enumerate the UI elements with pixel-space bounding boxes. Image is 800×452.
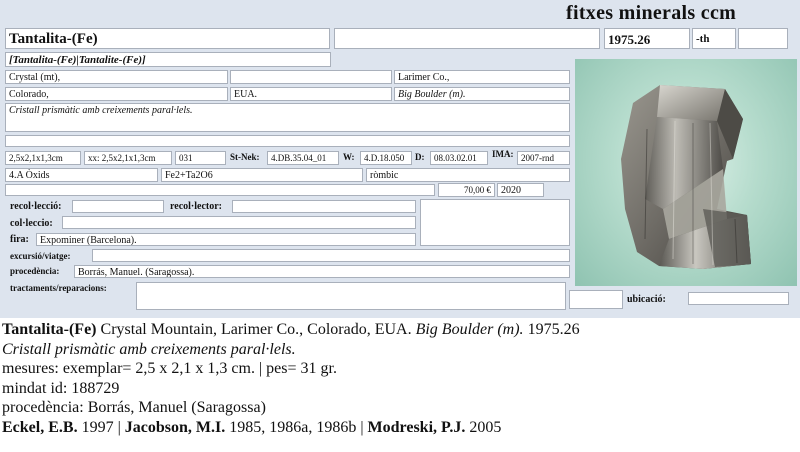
ubicacio-label: ubicació: bbox=[627, 294, 666, 305]
summary-locality: Crystal Mountain, Larimer Co., Colorado, EUA. bbox=[96, 321, 416, 338]
summary-catalog: 1975.26 bbox=[523, 321, 580, 338]
excursio-label: excursió/viatge: bbox=[10, 251, 71, 261]
summary-line-title bbox=[2, 320, 798, 340]
summary-mine: Big Boulder (m). bbox=[415, 321, 524, 338]
tractaments-field[interactable] bbox=[136, 282, 566, 310]
strunz-label: St-Nek: bbox=[230, 152, 260, 162]
crystal-system-field[interactable]: ròmbic bbox=[366, 168, 570, 182]
locality-field-1[interactable]: Crystal (mt), bbox=[5, 70, 228, 84]
price-blank-field[interactable] bbox=[5, 184, 435, 196]
reference-author-3: Modreski, P.J. bbox=[367, 418, 466, 436]
tractaments-label: tractaments/reparacions: bbox=[10, 283, 107, 293]
ubicacio-blank-field[interactable] bbox=[569, 290, 623, 309]
year-field[interactable]: 2020 bbox=[497, 183, 544, 197]
d-label: D: bbox=[415, 152, 425, 162]
country-field[interactable]: EUA. bbox=[230, 87, 392, 101]
th-field[interactable]: -th bbox=[692, 28, 736, 49]
summary-mineral-name: Tantalita-(Fe) bbox=[2, 321, 97, 338]
specimen-summary bbox=[2, 320, 798, 437]
brand-title: fitxes minerals ccm bbox=[566, 2, 737, 24]
ima-label: IMA: bbox=[492, 149, 514, 159]
fira-label: fira: bbox=[10, 234, 29, 245]
w-label: W: bbox=[343, 152, 355, 162]
reference-author-2: Jacobson, M.I. bbox=[124, 418, 226, 436]
catalog-number-field[interactable]: 1975.26 bbox=[604, 28, 690, 49]
summary-procedencia: procedència: Borrás, Manuel (Saragossa) bbox=[2, 399, 266, 416]
excursio-field[interactable] bbox=[92, 249, 570, 262]
price-field[interactable]: 70,00 € bbox=[438, 183, 495, 197]
crystal-size-field[interactable]: xx: 2,5x2,1x1,3cm bbox=[84, 151, 172, 165]
locality-field-blank[interactable] bbox=[230, 70, 392, 84]
size-field[interactable]: 2,5x2,1x1,3cm bbox=[5, 151, 81, 165]
fira-field[interactable]: Expominer (Barcelona). bbox=[36, 233, 416, 246]
synonyms-field[interactable]: [Tantalita-(Fe)|Tantalite-(Fe)] bbox=[5, 52, 331, 67]
procedencia-field[interactable]: Borrás, Manuel. (Saragossa). bbox=[74, 265, 570, 278]
recolleccio-field[interactable] bbox=[72, 200, 164, 213]
class-field[interactable]: 4.A Òxids bbox=[5, 168, 158, 182]
mine-field[interactable]: Big Boulder (m). bbox=[394, 87, 570, 101]
recollector-label: recol·lector: bbox=[170, 201, 223, 212]
reference-years-2: 1985, 1986a, 1986b | bbox=[225, 418, 368, 436]
colleccio-field[interactable] bbox=[62, 216, 416, 229]
summary-description: Cristall prismàtic amb creixements paral·lels. bbox=[2, 340, 296, 358]
d-field[interactable]: 08.03.02.01 bbox=[430, 151, 488, 165]
collection-side-box[interactable] bbox=[420, 199, 570, 246]
mineral-crystal-image bbox=[575, 59, 797, 286]
mineral-name-field[interactable]: Tantalita-(Fe) bbox=[5, 28, 330, 49]
recollector-field[interactable] bbox=[232, 200, 416, 213]
colleccio-label: col·leccio: bbox=[10, 218, 53, 229]
formula-field[interactable]: Fe2+Ta2O6 bbox=[161, 168, 363, 182]
description-extra-field[interactable] bbox=[5, 135, 570, 147]
state-field[interactable]: Colorado, bbox=[5, 87, 228, 101]
summary-references bbox=[2, 418, 798, 438]
ubicacio-field[interactable] bbox=[688, 292, 789, 305]
ima-field[interactable]: 2007-rnd bbox=[517, 151, 570, 165]
blank-field-1[interactable] bbox=[334, 28, 600, 49]
description-field[interactable]: Cristall prismàtic amb creixements paral·lels. bbox=[5, 103, 570, 132]
summary-mindat: mindat id: 188729 bbox=[2, 379, 120, 397]
reference-years-1: 1997 | bbox=[77, 418, 125, 436]
specimen-photo bbox=[575, 59, 797, 286]
strunz-field[interactable]: 4.DB.35.04_01 bbox=[267, 151, 339, 165]
reference-author-1: Eckel, E.B. bbox=[2, 418, 78, 436]
recolleccio-label: recol·lecció: bbox=[10, 201, 62, 212]
procedencia-label: procedència: bbox=[10, 266, 60, 276]
weight-field[interactable]: 031 bbox=[175, 151, 226, 165]
w-field[interactable]: 4.D.18.050 bbox=[360, 151, 412, 165]
reference-years-3: 2005 bbox=[465, 418, 502, 436]
blank-field-2[interactable] bbox=[738, 28, 788, 49]
locality-field-2[interactable]: Larimer Co., bbox=[394, 70, 570, 84]
summary-measures: mesures: exemplar= 2,5 x 2,1 x 1,3 cm. | pes= 31 gr. bbox=[2, 360, 337, 377]
